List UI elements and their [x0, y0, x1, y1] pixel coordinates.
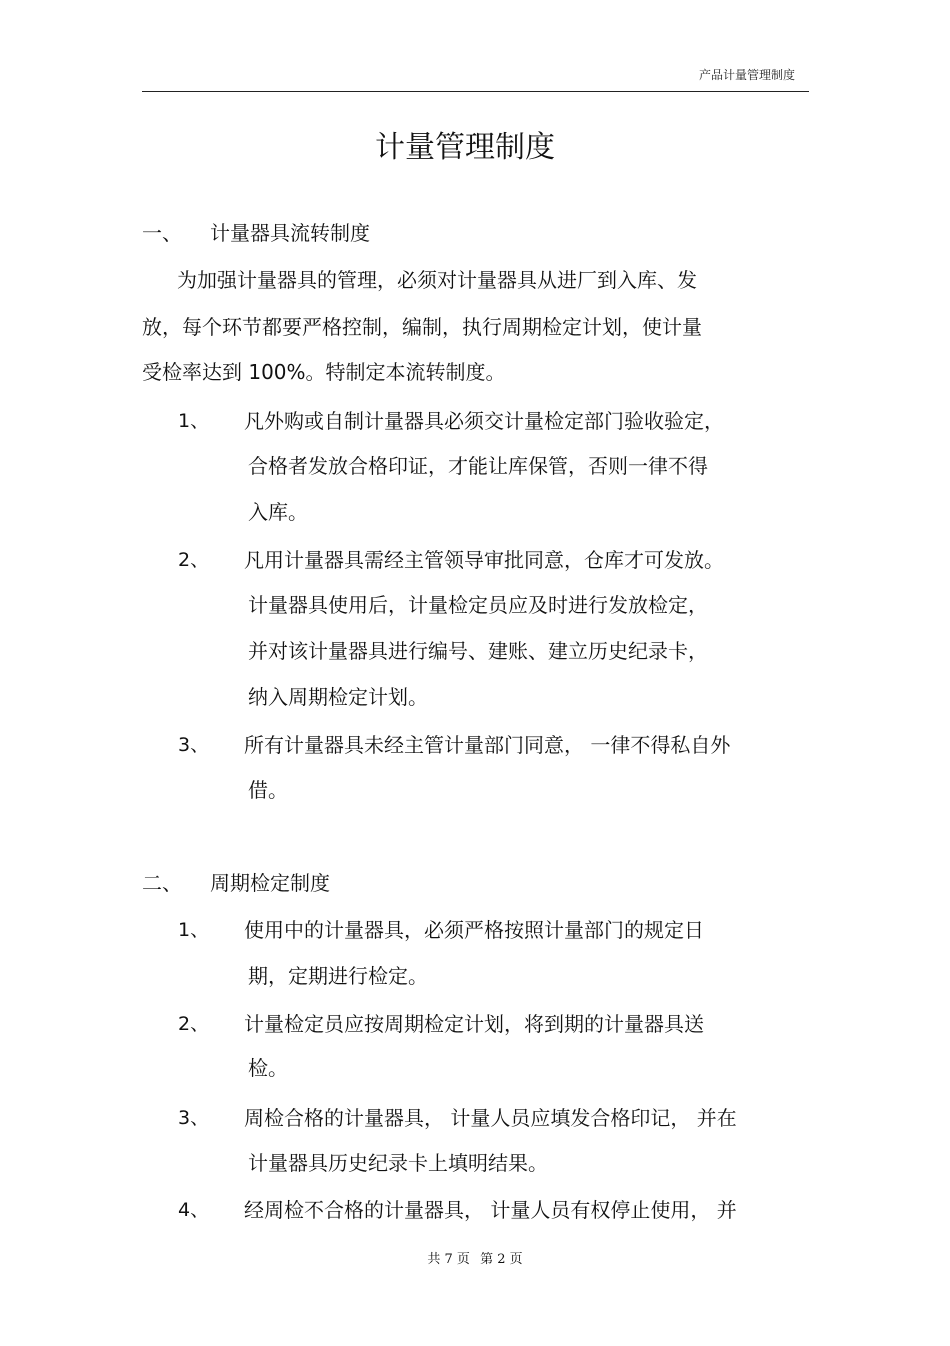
list-item-text: 合格者发放合格印证，才能让库保管，否则一律不得	[248, 454, 708, 478]
list-item-text: 凡外购或自制计量器具必须交计量检定部门验收验定，	[244, 409, 724, 433]
list-item-text: 所有计量器具未经主管计量部门同意， 一律不得私自外	[244, 733, 731, 757]
list-item-text: 计量器具使用后，计量检定员应及时进行发放检定，	[248, 593, 708, 617]
intro-line: 受检率达到 100%。特制定本流转制度。	[142, 360, 506, 384]
list-item-text: 周检合格的计量器具， 计量人员应填发合格印记， 并在	[244, 1106, 737, 1130]
list-item-text: 使用中的计量器具，必须严格按照计量部门的规定日	[244, 918, 704, 942]
total-pages: 共 7 页	[427, 1252, 470, 1267]
list-item-text: 期，定期进行检定。	[248, 964, 428, 988]
list-item-text: 检。	[248, 1056, 288, 1080]
section1-marker: 一、	[142, 221, 182, 245]
list-item-text: 计量检定员应按周期检定计划，将到期的计量器具送	[244, 1012, 704, 1036]
page-title: 计量管理制度	[375, 130, 555, 165]
list-item-number: 1、	[178, 919, 210, 941]
intro-line: 放，每个环节都要严格控制，编制，执行周期检定计划，使计量	[142, 315, 702, 339]
list-item-number: 2、	[178, 1013, 210, 1035]
section2-heading: 周期检定制度	[210, 871, 330, 895]
list-item-number: 4、	[178, 1199, 210, 1221]
header-rule	[142, 91, 809, 92]
running-header: 产品计量管理制度	[698, 68, 795, 82]
current-page: 第 2 页	[480, 1252, 523, 1267]
list-item-number: 2、	[178, 549, 210, 571]
list-item-text: 计量器具历史纪录卡上填明结果。	[248, 1151, 548, 1175]
intro-line: 为加强计量器具的管理，必须对计量器具从进厂到入库、发	[177, 268, 697, 292]
list-item-text: 凡用计量器具需经主管领导审批同意，仓库才可发放。	[244, 548, 724, 572]
list-item-number: 3、	[178, 1107, 210, 1129]
list-item-number: 1、	[178, 410, 210, 432]
section1-heading: 计量器具流转制度	[210, 221, 370, 245]
list-item-text: 纳入周期检定计划。	[248, 685, 428, 709]
page-footer	[0, 1248, 950, 1267]
list-item-text: 并对该计量器具进行编号、建账、建立历史纪录卡，	[248, 639, 708, 663]
section2-marker: 二、	[142, 871, 182, 895]
list-item-text: 入库。	[248, 500, 308, 524]
list-item-number: 3、	[178, 734, 210, 756]
list-item-text: 经周检不合格的计量器具， 计量人员有权停止使用， 并	[244, 1198, 737, 1222]
list-item-text: 借。	[248, 778, 288, 802]
